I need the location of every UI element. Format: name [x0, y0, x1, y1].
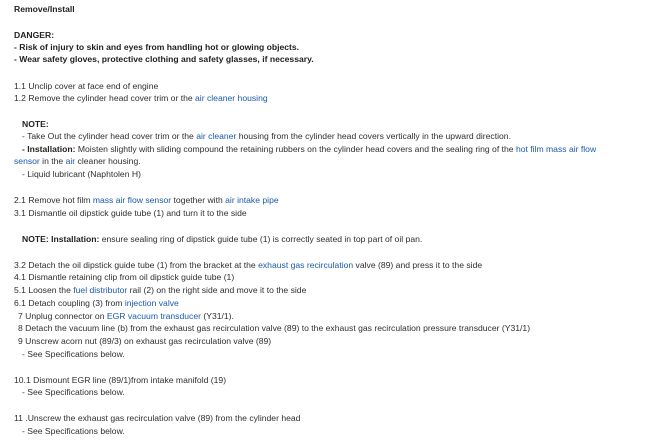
step-3-1: 3.1 Dismantle oil dipstick guide tube (1) and turn it to the side — [14, 208, 247, 218]
link-injection-valve[interactable]: injection valve — [124, 298, 179, 308]
step-3-2-post: valve (89) and press it to the side — [353, 260, 483, 270]
note-1-b-text: Moisten slightly with sliding compound the retaining rubbers on the cylinder head covers and the sealing ring of the — [75, 144, 516, 154]
link-mass-air-flow-sensor[interactable]: mass air flow sensor — [92, 195, 172, 205]
step-11: 11 .Unscrew the exhaust gas recirculation valve (89) from the cylinder head — [14, 413, 301, 423]
danger-item-1: - Risk of injury to skin and eyes from handling hot or glowing objects. — [14, 42, 300, 52]
step-11-see-spec: - See Specifications below. — [22, 426, 125, 436]
link-air-cleaner-housing[interactable]: air cleaner housing — [195, 93, 268, 103]
note-2-text: ensure sealing ring of dipstick guide tube (1) is correctly seated in top part of oil pan. — [99, 234, 423, 244]
note-1-item-b-cont — [14, 155, 141, 167]
step-6-1 — [14, 297, 179, 309]
step-4-1: 4.1 Dismantle retaining clip from oil dipstick guide tube (1) — [14, 272, 235, 282]
note-1-a-post: housing from the cylinder head covers vertically in the upward direction. — [236, 131, 511, 141]
note-1-b-mid: in the — [39, 156, 66, 166]
link-fuel-distributor[interactable]: fuel distributor — [73, 285, 128, 295]
step-7-text: 7 Unplug connector on — [18, 311, 107, 321]
step-2-1 — [14, 194, 279, 206]
danger-heading: DANGER: — [14, 30, 55, 40]
step-10-1: 10.1 Dismount EGR line (89/1)from intake manifold (19) — [14, 375, 227, 385]
page-title: Remove/Install — [14, 4, 75, 14]
step-9: 9 Unscrew acorn nut (89/3) on exhaust gas recirculation valve (89) — [18, 336, 272, 346]
note-1-heading: NOTE: — [22, 119, 49, 129]
step-5-1-post: rail (2) on the right side and move it to the side — [127, 285, 307, 295]
step-1-2-text: 1.2 Remove the cylinder head cover trim or the — [14, 93, 196, 103]
note-2 — [22, 233, 422, 245]
step-1-2 — [14, 92, 268, 104]
step-2-1-text: 2.1 Remove hot film — [14, 195, 93, 205]
step-7-post: (Y31/1). — [200, 311, 234, 321]
danger-item-2: - Wear safety gloves, protective clothing and safety glasses, if necessary. — [14, 54, 314, 64]
link-air[interactable]: air — [65, 156, 76, 166]
link-air-cleaner[interactable]: air cleaner — [196, 131, 237, 141]
note-1-a-text: - Take Out the cylinder head cover trim or the — [22, 131, 197, 141]
note-2-label: NOTE: Installation: — [22, 234, 100, 244]
step-7 — [18, 310, 234, 322]
step-3-2 — [14, 259, 482, 271]
link-exhaust-gas-recirculation[interactable]: exhaust gas recirculation — [258, 260, 354, 270]
step-5-1 — [14, 284, 306, 296]
step-9-see-spec: - See Specifications below. — [22, 349, 125, 359]
link-egr-vacuum-transducer[interactable]: EGR vacuum transducer — [106, 311, 201, 321]
step-8: 8 Detach the vacuum line (b) from the exhaust gas recirculation valve (89) to the exhaust gas recirculation pressure transducer (Y31/1) — [18, 323, 531, 333]
link-hot-film-mass-air-flow[interactable]: hot film mass air flow — [515, 144, 597, 154]
step-3-2-text: 3.2 Detach the oil dipstick guide tube (1) from the bracket at the — [14, 260, 259, 270]
link-air-intake-pipe[interactable]: air intake pipe — [225, 195, 279, 205]
step-10-see-spec: - See Specifications below. — [22, 387, 125, 397]
note-1-item-b — [22, 143, 596, 155]
step-5-1-text: 5.1 Loosen the — [14, 285, 74, 295]
step-2-1-mid: together with — [171, 195, 226, 205]
note-1-item-a — [22, 130, 511, 142]
link-sensor[interactable]: sensor — [14, 156, 40, 166]
note-1-item-c: - Liquid lubricant (Naphtolen H) — [22, 169, 141, 179]
step-1-1: 1.1 Unclip cover at face end of engine — [14, 81, 159, 91]
note-1-b-label: - Installation: — [22, 144, 76, 154]
step-6-1-text: 6.1 Detach coupling (3) from — [14, 298, 125, 308]
note-1-b-post: cleaner housing. — [75, 156, 141, 166]
